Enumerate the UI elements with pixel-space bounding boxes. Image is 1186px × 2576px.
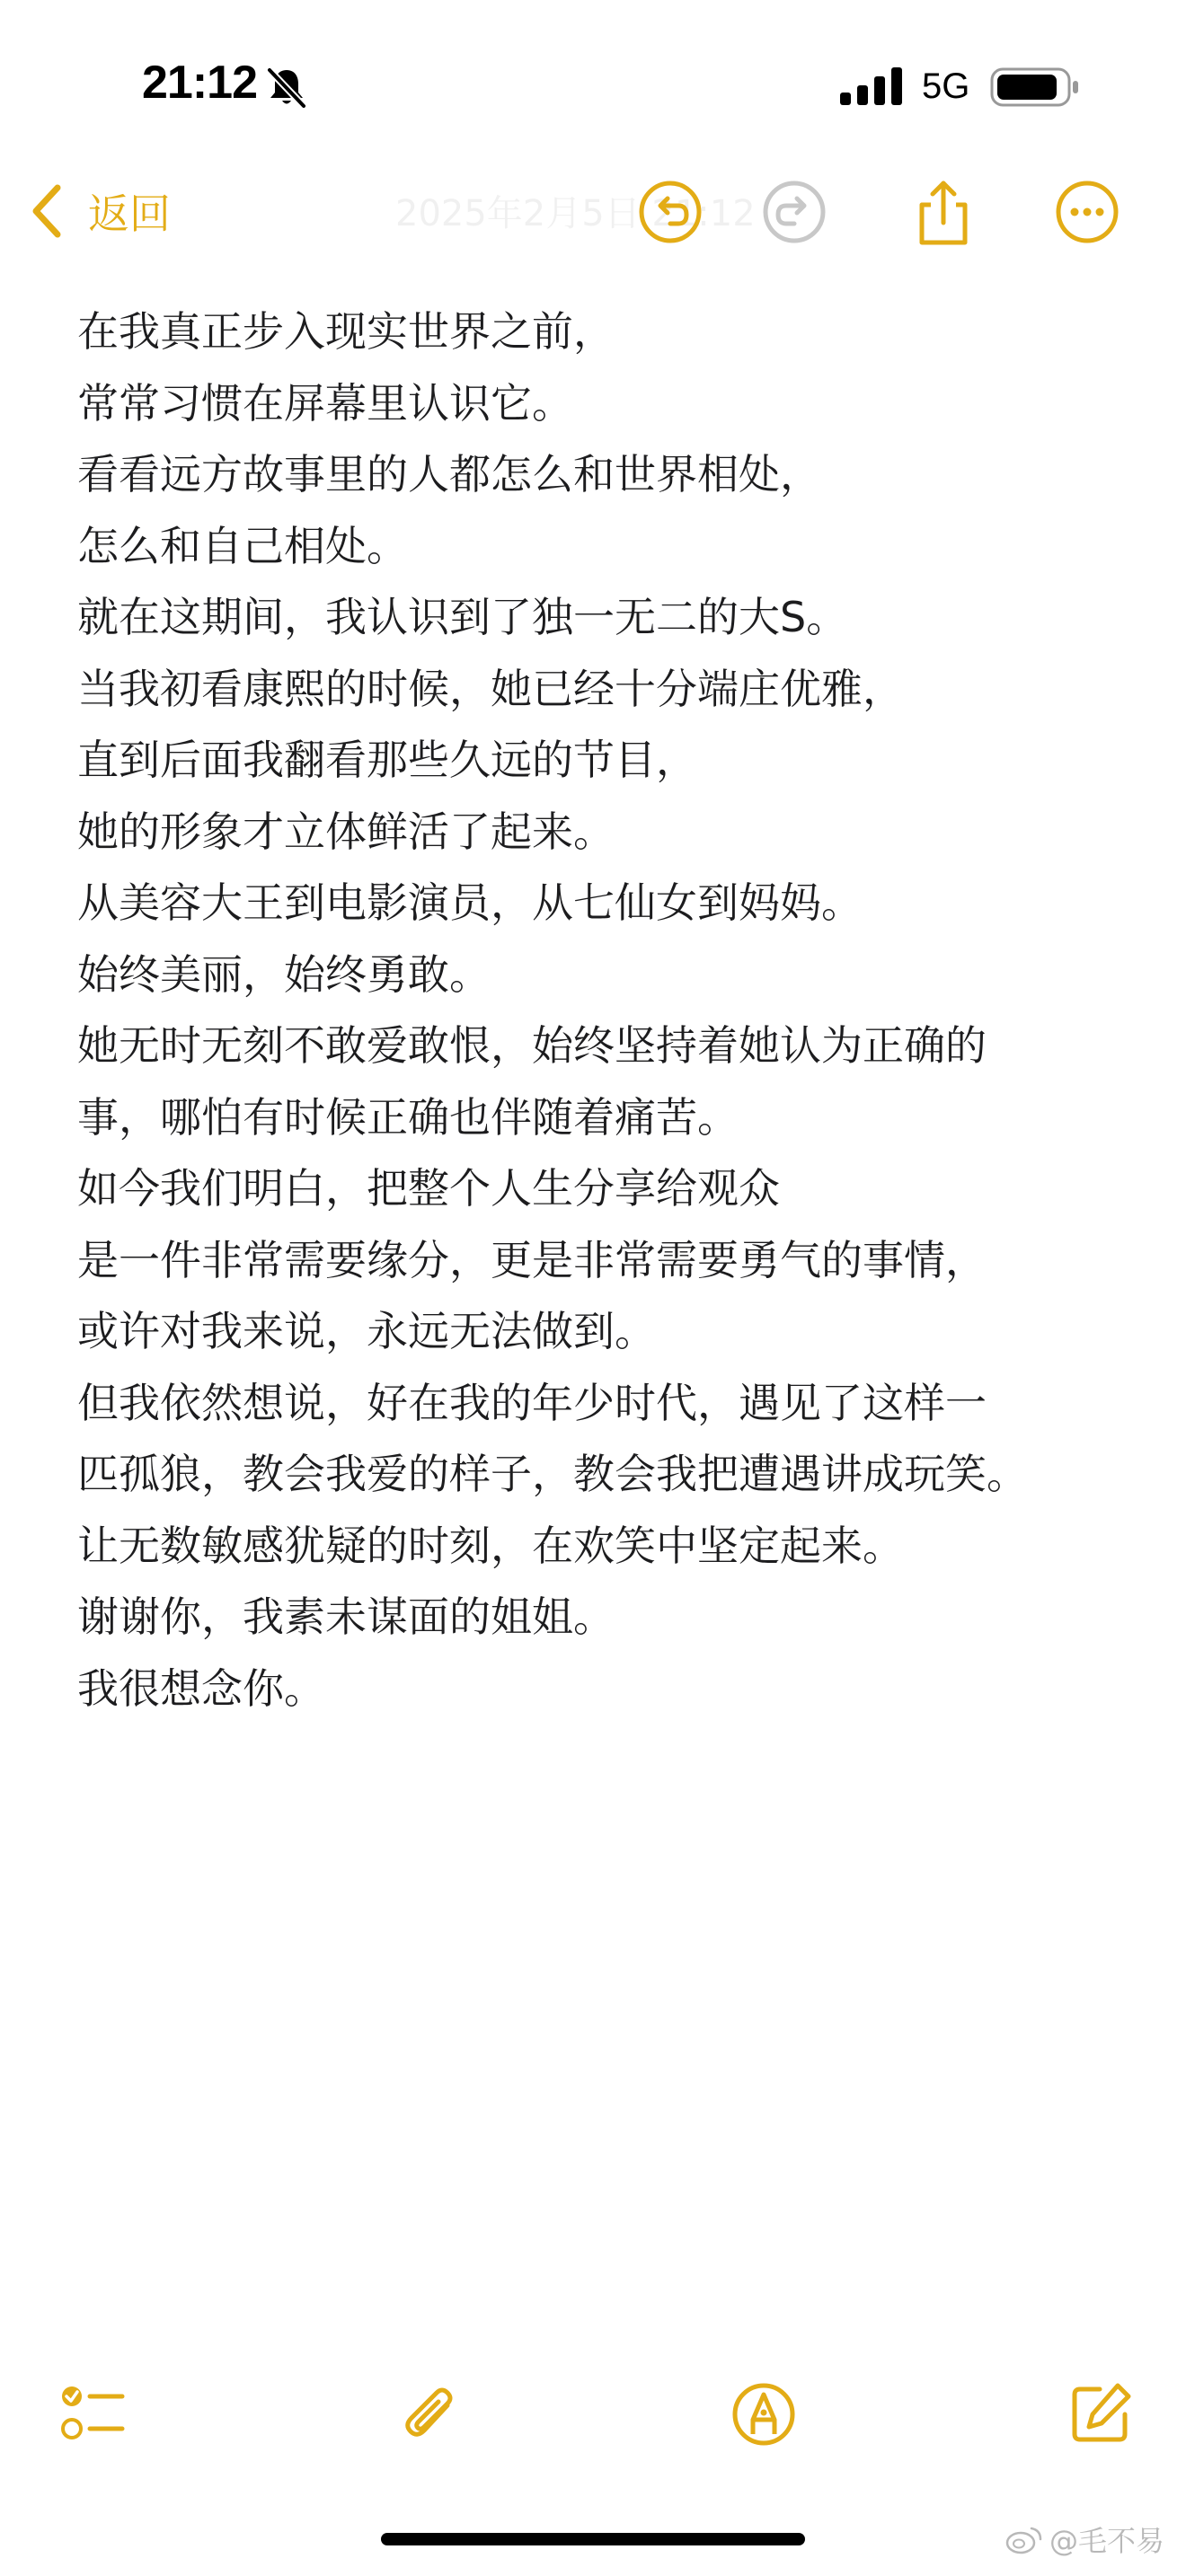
markup-pen-icon[interactable] (728, 2378, 800, 2450)
note-line: 如今我们明白，把整个人生分享给观众 (77, 1164, 780, 1213)
note-line: 就在这期间，我认识到了独一无二的大S。 (77, 593, 848, 641)
note-line: 怎么和自己相处。 (77, 521, 408, 570)
note-line: 当我初看康熙的时候，她已经十分端庄优雅， (77, 664, 904, 713)
watermark (1005, 2519, 1164, 2560)
note-body[interactable] (77, 296, 1137, 1725)
cellular-signal-icon (840, 67, 903, 105)
compose-icon[interactable] (1064, 2378, 1136, 2450)
back-label: 返回 (88, 190, 171, 238)
status-time: 21:12 (142, 57, 257, 109)
undo-icon[interactable] (634, 176, 706, 248)
note-line: 常常习惯在屏幕里认识它。 (77, 378, 573, 428)
weibo-logo-icon (1005, 2523, 1044, 2555)
checklist-icon[interactable] (58, 2378, 129, 2450)
note-line: 让无数敏感犹疑的时刻，在欢笑中坚定起来。 (77, 1521, 904, 1570)
status-bar (0, 0, 1186, 171)
note-line: 始终美丽，始终勇敢。 (77, 949, 491, 999)
redo-icon[interactable] (758, 176, 830, 248)
network-type: 5G (922, 66, 970, 106)
home-indicator[interactable] (381, 2533, 805, 2545)
note-line: 她的形象才立体鲜活了起来。 (77, 807, 615, 856)
share-icon[interactable] (907, 176, 979, 248)
note-line: 看看远方故事里的人都怎么和世界相处， (77, 450, 821, 498)
battery-icon (990, 66, 1080, 108)
note-line: 或许对我来说，永远无法做到。 (77, 1307, 656, 1355)
note-line: 但我依然想说，好在我的年少时代，遇见了这样一 (77, 1378, 987, 1427)
note-line: 谢谢你，我素未谋面的姐姐。 (77, 1592, 615, 1641)
watermark-text: @毛不易 (1049, 2524, 1165, 2558)
nav-bar (0, 171, 1186, 305)
note-line: 她无时无刻不敢爱敢恨，始终坚持着她认为正确的 (77, 1021, 987, 1070)
note-line: 从美容大王到电影演员，从七仙女到妈妈。 (77, 878, 863, 927)
back-button[interactable] (29, 171, 171, 251)
note-line: 匹孤狼，教会我爱的样子，教会我把遭遇讲成玩笑。 (77, 1450, 1028, 1498)
bell-slash-icon (266, 66, 307, 110)
paperclip-icon[interactable] (395, 2378, 467, 2450)
more-icon[interactable] (1051, 176, 1123, 248)
note-date-title: 2025年2月5日 21:12 (395, 193, 756, 234)
chevron-left-icon (29, 182, 65, 240)
note-line: 是一件非常需要缘分，更是非常需要勇气的事情， (77, 1235, 987, 1284)
note-line: 直到后面我翻看那些久远的节目， (77, 736, 697, 784)
note-line: 在我真正步入现实世界之前， (77, 307, 615, 356)
note-line: 我很想念你。 (77, 1663, 325, 1713)
note-line: 事，哪怕有时候正确也伴随着痛苦。 (77, 1092, 739, 1142)
